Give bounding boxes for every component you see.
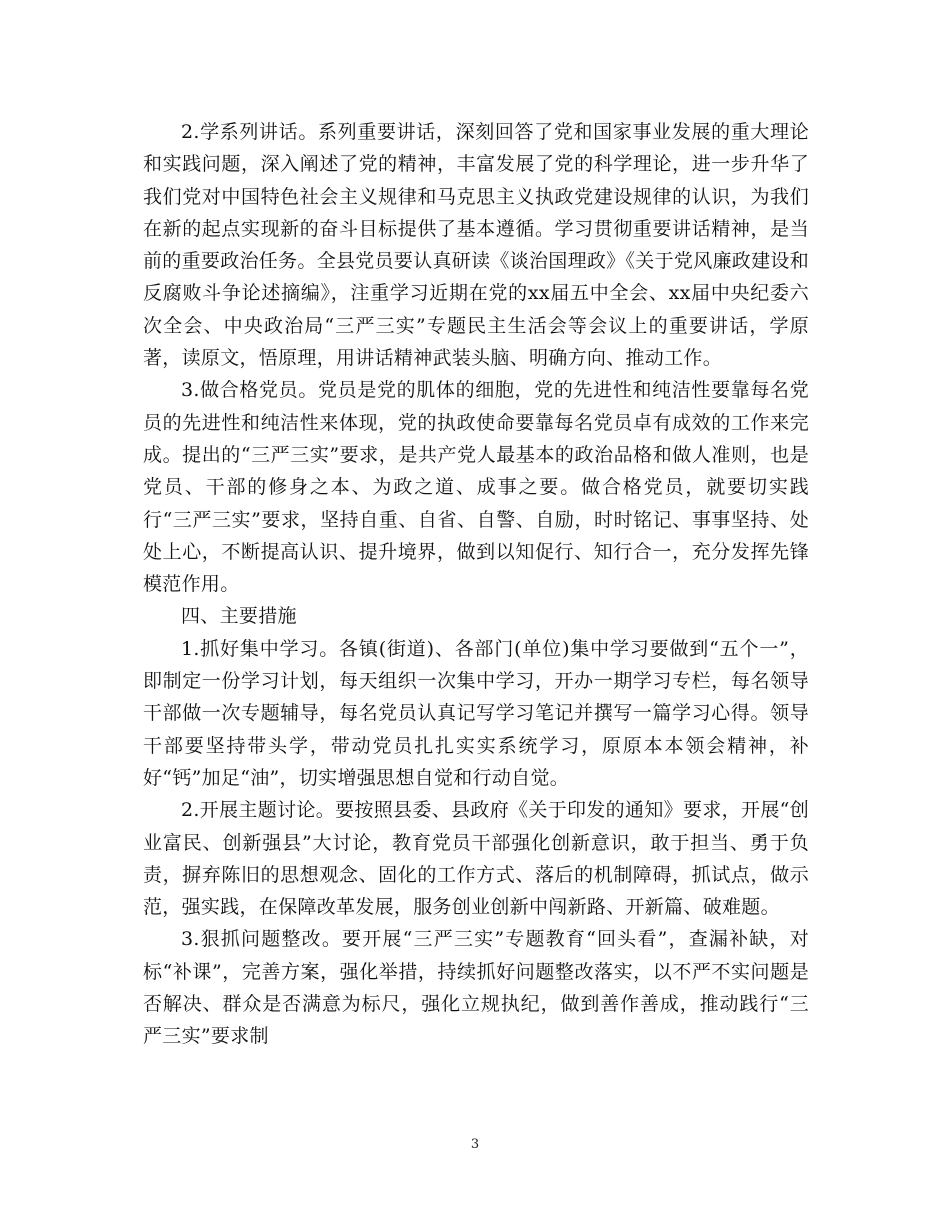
section-heading-main-measures: 四、主要措施 [181,605,297,628]
paragraph-problem-rectification: 3.狠抓问题整改。要开展“三严三实”专题教育“回头看”，查漏补缺，对标“补课”，完善方案，强化举措，持续抓好问题整改落实，以不严不实问题是否解决、群众是否满意为标尺，强化立规执纪，做到善作善成，推动践行“三严三实”要求制 [143,928,809,1048]
paragraph-theme-discussion: 2.开展主题讨论。要按照县委、县政府《关于印发的通知》要求，开展“创业富民、创新强县”大讨论，教育党员干部强化创新意识，敢于担当、勇于负责，摒弃陈旧的思想观念、固化的工作方式、落后的机制障碍，抓试点，做示范，强实践，在保障改革发展，服务创业创新中闯新路、开新篇、破难题。 [143,799,809,919]
document-body [143,116,809,1053]
paragraph-qualified-member: 3.做合格党员。党员是党的肌体的细胞，党的先进性和纯洁性要靠每名党员的先进性和纯洁性来体现，党的执政使命要靠每名党员卓有成效的工作来完成。提出的“三严三实”要求，是共产党人最基本的政治品格和做人准则，也是党员、干部的修身之本、为政之道、成事之要。做合格党员，就要切实践行“三严三实”要求，坚持自重、自省、自警、自励，时时铭记、事事坚持、处处上心，不断提高认识、提升境界，做到以知促行、知行合一，充分发挥先锋模范作用。 [143,379,809,596]
paragraph-study-speeches: 2.学系列讲话。系列重要讲话，深刻回答了党和国家事业发展的重大理论和实践问题，深入阐述了党的精神，丰富发展了党的科学理论，进一步升华了我们党对中国特色社会主义规律和马克思主义执政党建设规律的认识，为我们在新的起点实现新的奋斗目标提供了基本遵循。学习贯彻重要讲话精神，是当前的重要政治任务。全县党员要认真研读《谈治国理政》《关于党风廉政建设和反腐败斗争论述摘编》，注重学习近期在党的xx届五中全会、xx届中央纪委六次全会、中央政治局“三严三实”专题民主生活会等会议上的重要讲话，学原著，读原文，悟原理，用讲话精神武装头脑、明确方向、推动工作。 [143,121,810,370]
page-number: 3 [470,1137,480,1152]
paragraph-centralized-study: 1.抓好集中学习。各镇(街道)、各部门(单位)集中学习要做到“五个一”，即制定一份学习计划，每天组织一次集中学习，开办一期学习专栏，每名领导干部做一次专题辅导，每名党员认真记写学习笔记并撰写一篇学习心得。领导干部要坚持带头学，带动党员扎扎实实系统学习，原原本本领会精神，补好“钙”加足“油”，切实增强思想自觉和行动自觉。 [143,637,809,789]
